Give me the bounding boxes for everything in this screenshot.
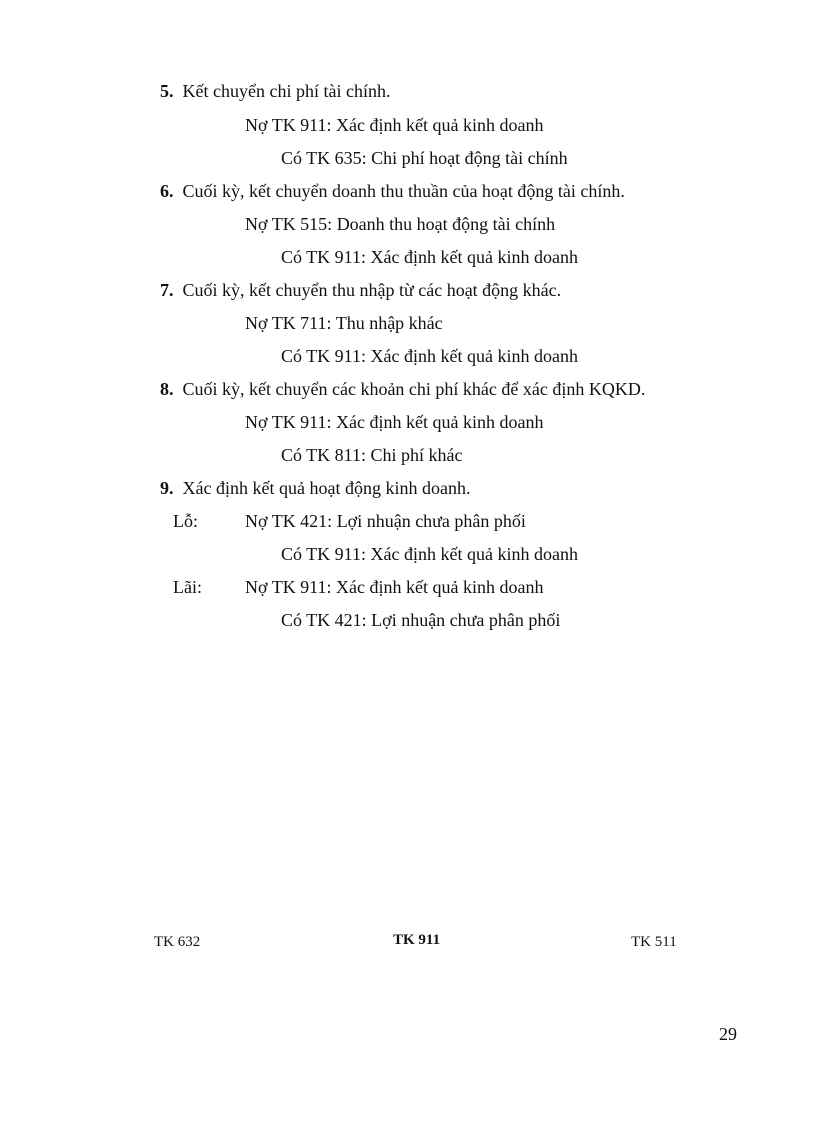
account-label-right: TK 511 [631, 934, 677, 950]
debit-entry: Nợ TK 515: Doanh thu hoạt động tài chính [245, 214, 556, 234]
credit-entry: Có TK 635: Chi phí hoạt động tài chính [281, 148, 568, 168]
debit-entry: Nợ TK 911: Xác định kết quả kinh doanh [245, 115, 544, 135]
profit-label: Lãi: [173, 577, 202, 597]
item-number: 6. [160, 181, 174, 201]
credit-entry: Có TK 911: Xác định kết quả kinh doanh [281, 544, 578, 564]
item-number: 5. [160, 81, 174, 101]
item-text: Xác định kết quả hoạt động kinh doanh. [182, 478, 471, 498]
debit-entry: Nợ TK 421: Lợi nhuận chưa phân phối [245, 511, 526, 531]
account-label-left: TK 632 [154, 934, 201, 950]
item-number: 7. [160, 280, 174, 300]
credit-entry: Có TK 421: Lợi nhuận chưa phân phối [281, 610, 561, 630]
credit-entry: Có TK 911: Xác định kết quả kinh doanh [281, 247, 578, 267]
item-text: Cuối kỳ, kết chuyển doanh thu thuần của hoạt động tài chính. [182, 181, 625, 201]
item-heading [160, 180, 625, 202]
item-number: 8. [160, 379, 174, 399]
credit-entry: Có TK 811: Chi phí khác [281, 445, 463, 465]
loss-label: Lỗ: [173, 511, 198, 531]
item-number: 9. [160, 478, 174, 498]
item-text: Kết chuyển chi phí tài chính. [182, 81, 391, 101]
item-heading [160, 80, 390, 102]
debit-entry: Nợ TK 911: Xác định kết quả kinh doanh [245, 412, 544, 432]
item-heading [160, 279, 561, 301]
page-number: 29 [719, 1024, 737, 1044]
item-heading [160, 477, 470, 499]
item-text: Cuối kỳ, kết chuyển các khoản chi phí khác để xác định KQKD. [182, 379, 646, 399]
account-label-center: TK 911 [393, 932, 441, 948]
debit-entry: Nợ TK 911: Xác định kết quả kinh doanh [245, 577, 544, 597]
item-heading [160, 378, 645, 400]
debit-entry: Nợ TK 711: Thu nhập khác [245, 313, 443, 333]
credit-entry: Có TK 911: Xác định kết quả kinh doanh [281, 346, 578, 366]
item-text: Cuối kỳ, kết chuyển thu nhập từ các hoạt động khác. [182, 280, 562, 300]
